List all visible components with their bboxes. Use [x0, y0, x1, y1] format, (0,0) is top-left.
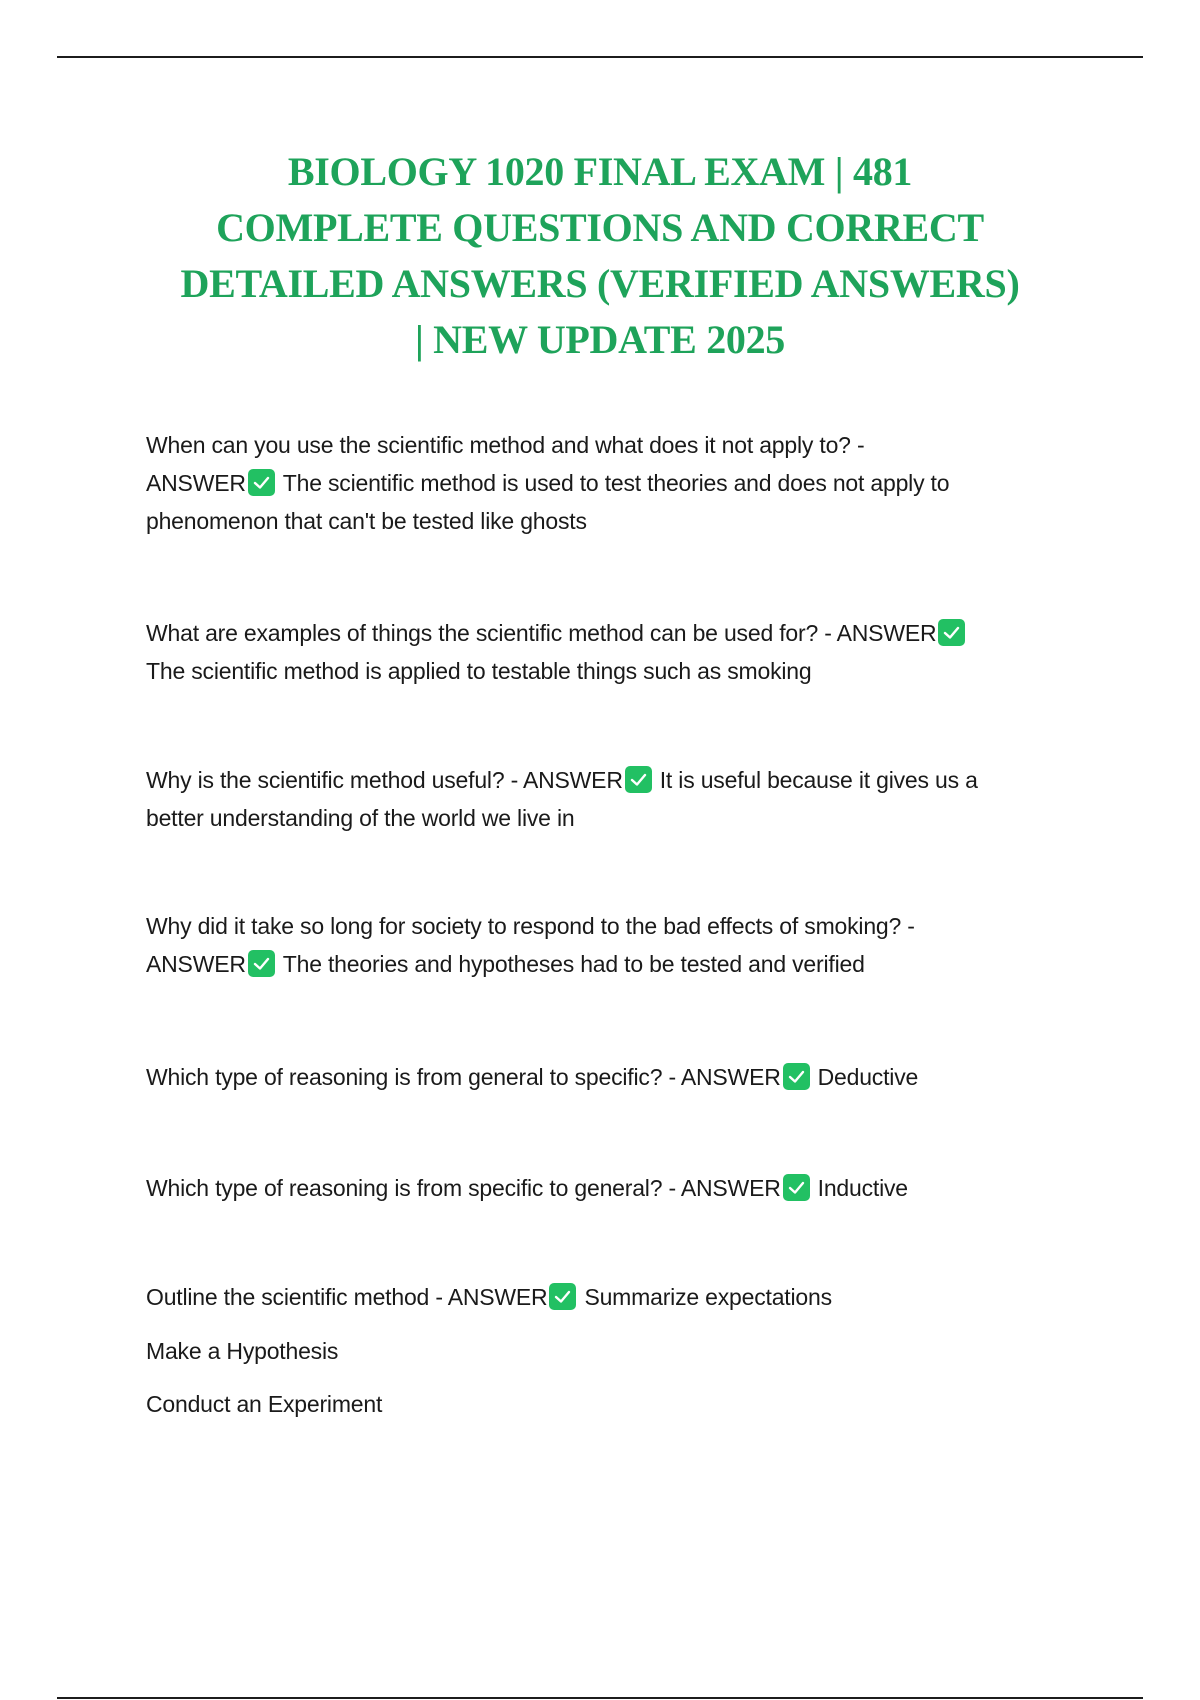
qa-item: [146, 1278, 1106, 1316]
top-rule: [57, 56, 1143, 58]
answer-text: Deductive: [817, 1064, 919, 1090]
question-text: Which type of reasoning is from general to specific? - ANSWER: [146, 1064, 781, 1090]
question-text: Which type of reasoning is from specific to general? - ANSWER: [146, 1175, 781, 1201]
question-text: Why is the scientific method useful? - ANSWER: [146, 767, 623, 793]
title-line: DETAILED ANSWERS (VERIFIED ANSWERS): [180, 261, 1020, 306]
answer-text: It is useful because it gives us a: [659, 767, 978, 793]
answer-label: ANSWER: [146, 470, 246, 496]
answer-text: The scientific method is applied to testable things such as smoking: [146, 658, 812, 684]
bottom-rule: [57, 1697, 1143, 1699]
title-line: BIOLOGY 1020 FINAL EXAM | 481: [287, 149, 913, 194]
answer-text-continued: phenomenon that can't be tested like ghosts: [146, 508, 587, 534]
question-line: [146, 1058, 1106, 1096]
title-line: | NEW UPDATE 2025: [414, 317, 786, 362]
question-text: What are examples of things the scientific method can be used for? - ANSWER: [146, 620, 937, 646]
question-line: [146, 761, 1106, 799]
green-checkbox-icon: [248, 950, 275, 977]
qa-item: [146, 1169, 1106, 1207]
qa-item: [146, 426, 1106, 540]
qa-item: [146, 1058, 1106, 1096]
answer-step: Make a Hypothesis: [146, 1338, 339, 1364]
answer-text: The theories and hypotheses had to be tested and verified: [282, 951, 865, 977]
title-line: COMPLETE QUESTIONS AND CORRECT: [216, 205, 984, 250]
question-line: [146, 1169, 1106, 1207]
qa-item: [146, 761, 1106, 837]
green-checkbox-icon: [783, 1063, 810, 1090]
qa-item: [146, 907, 1106, 983]
answer-label: ANSWER: [146, 951, 246, 977]
question-line: [146, 614, 1106, 652]
document-title: [100, 144, 1100, 368]
answer-text: Inductive: [817, 1175, 908, 1201]
green-checkbox-icon: [625, 766, 652, 793]
question-text: Outline the scientific method - ANSWER: [146, 1284, 548, 1310]
green-checkbox-icon: [549, 1283, 576, 1310]
question-text: Why did it take so long for society to respond to the bad effects of smoking? -: [146, 913, 915, 939]
question-line: [146, 1278, 1106, 1316]
green-checkbox-icon: [938, 619, 965, 646]
green-checkbox-icon: [248, 469, 275, 496]
answer-text: Summarize expectations: [584, 1284, 832, 1310]
answer-text-continued: better understanding of the world we live in: [146, 805, 575, 831]
answer-text: The scientific method is used to test theories and does not apply to: [282, 470, 950, 496]
answer-line: [146, 945, 1106, 983]
green-checkbox-icon: [783, 1174, 810, 1201]
answer-step: Conduct an Experiment: [146, 1391, 383, 1417]
question-text: When can you use the scientific method and what does it not apply to? -: [146, 432, 865, 458]
answer-line: [146, 464, 1106, 502]
qa-item: [146, 614, 1106, 690]
